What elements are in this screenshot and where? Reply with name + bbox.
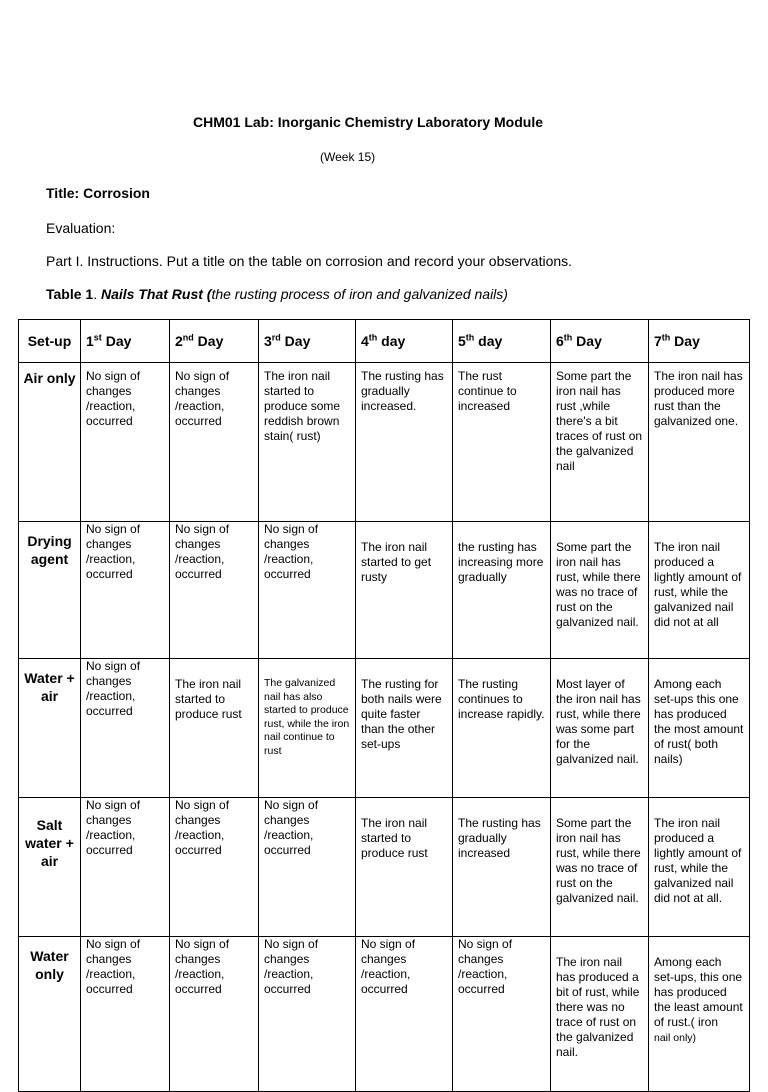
table-row-air-only [19,363,750,522]
table-cell: The rusting for both nails were quite faster than the other set-ups [356,659,453,798]
table-cell: No sign of changes /reaction, occurred [170,798,259,937]
day-word: day [377,332,406,349]
table-cell: No sign of changes /reaction, occurred [81,363,170,522]
day-word: day [474,332,503,349]
day-4-header [356,320,453,363]
table-row-salt-water-air [19,798,750,937]
day-suffix: th [368,331,378,342]
document-title: CHM01 Lab: Inorganic Chemistry Laboratory Module [192,114,544,130]
table-title: Nails That Rust ( [100,286,212,302]
day-word: Day [572,332,602,349]
table-cell: The rust continue to increased [453,363,551,522]
table-cell: No sign of changes /reaction, occurred [81,937,170,1092]
table-cell: The iron nail produced a lightly amount of rust, while the galvanized nail did not at all. [649,798,750,937]
table-subtitle: the rusting process of iron and galvanized nails) [211,286,508,302]
setup-label: Water only [19,937,81,1092]
instructions-text: Part I. Instructions. Put a title on the table on corrosion and record your observations. [46,253,573,269]
day-word: Day [193,332,224,349]
table-cell: The iron nail started to produce rust [356,798,453,937]
table-caption [46,286,508,302]
setup-label: Water + air [19,659,81,798]
day-1-header [81,320,170,363]
day-number: 6 [556,332,564,349]
observations-table [18,319,750,1092]
table-cell: The iron nail has produced more rust than the galvanized one. [649,363,750,522]
table-cell: The rusting has gradually increased. [356,363,453,522]
table-cell: The iron nail has produced a bit of rust, while there was no trace of rust on the galvanized nail. [551,937,649,1092]
day-number: 1 [86,332,94,349]
day-suffix: th [563,331,573,342]
table-cell: The iron nail started to get rusty [356,522,453,659]
table-row-drying-agent [19,522,750,659]
table-cell [649,937,750,1092]
table-cell: No sign of changes /reaction, occurred [81,522,170,659]
setup-label: Salt water + air [19,798,81,937]
setup-header: Set-up [19,320,81,363]
table-cell: The iron nail produced a lightly amount of rust, while the galvanized nail did not at all [649,522,750,659]
evaluation-label: Evaluation: [46,220,116,236]
table-cell: Some part the iron nail has rust ,while there's a bit traces of rust on the galvanized nail [551,363,649,522]
table-cell: No sign of changes /reaction, occurred [259,798,356,937]
table-cell: No sign of changes /reaction, occurred [170,522,259,659]
day-word: Day [670,332,700,349]
day-suffix: nd [182,331,194,342]
lab-title: Title: Corrosion [46,185,150,201]
day-number: 3 [264,332,272,349]
day-word: Day [280,332,311,349]
table-cell: The rusting has gradually increased [453,798,551,937]
table-number: Table 1 [46,286,94,302]
day-number: 5 [458,332,466,349]
caption-separator: . [93,286,101,302]
table-cell: No sign of changes /reaction, occurred [170,363,259,522]
table-cell: No sign of changes /reaction, occurred [453,937,551,1092]
table-cell: The iron nail started to produce some reddish brown stain( rust) [259,363,356,522]
table-cell: Most layer of the iron nail has rust, while there was some part for the galvanized nail. [551,659,649,798]
table-cell: Some part the iron nail has rust, while there was no trace of rust on the galvanized nail. [551,522,649,659]
setup-label: Drying agent [19,522,81,659]
day-5-header [453,320,551,363]
cell-text: Among each set-ups, this one has produced the least amount of rust.( iron [654,955,743,1029]
table-cell: No sign of changes /reaction, occurred [81,798,170,937]
table-cell: Among each set-ups this one has produced the most amount of rust( both nails) [649,659,750,798]
setup-label: Air only [19,363,81,522]
table-cell: No sign of changes /reaction, occurred [170,937,259,1092]
day-suffix: th [661,331,671,342]
day-word: Day [101,332,132,349]
day-suffix: st [93,331,102,342]
day-suffix: rd [271,331,281,342]
day-number: 4 [361,332,369,349]
header-row [19,320,750,363]
cell-text-small: nail only) [654,1032,697,1044]
table-cell: The galvanized nail has also started to produce rust, while the iron nail continue to rust [259,659,356,798]
table-cell: The iron nail started to produce rust [170,659,259,798]
day-number: 2 [175,332,183,349]
table-row-water-air [19,659,750,798]
day-number: 7 [654,332,662,349]
day-2-header [170,320,259,363]
day-3-header [259,320,356,363]
week-label: (Week 15) [320,150,376,164]
table-row-water-only [19,937,750,1092]
day-6-header [551,320,649,363]
day-suffix: th [465,331,475,342]
day-7-header [649,320,750,363]
table-cell: No sign of changes /reaction, occurred [259,937,356,1092]
table-cell: Some part the iron nail has rust, while there was no trace of rust on the galvanized nail. [551,798,649,937]
table-cell: the rusting has increasing more gradually [453,522,551,659]
table-cell: No sign of changes /reaction, occurred [356,937,453,1092]
table-cell: The rusting continues to increase rapidly. [453,659,551,798]
table-cell: No sign of changes /reaction, occurred [81,659,170,798]
table-cell: No sign of changes /reaction, occurred [259,522,356,659]
